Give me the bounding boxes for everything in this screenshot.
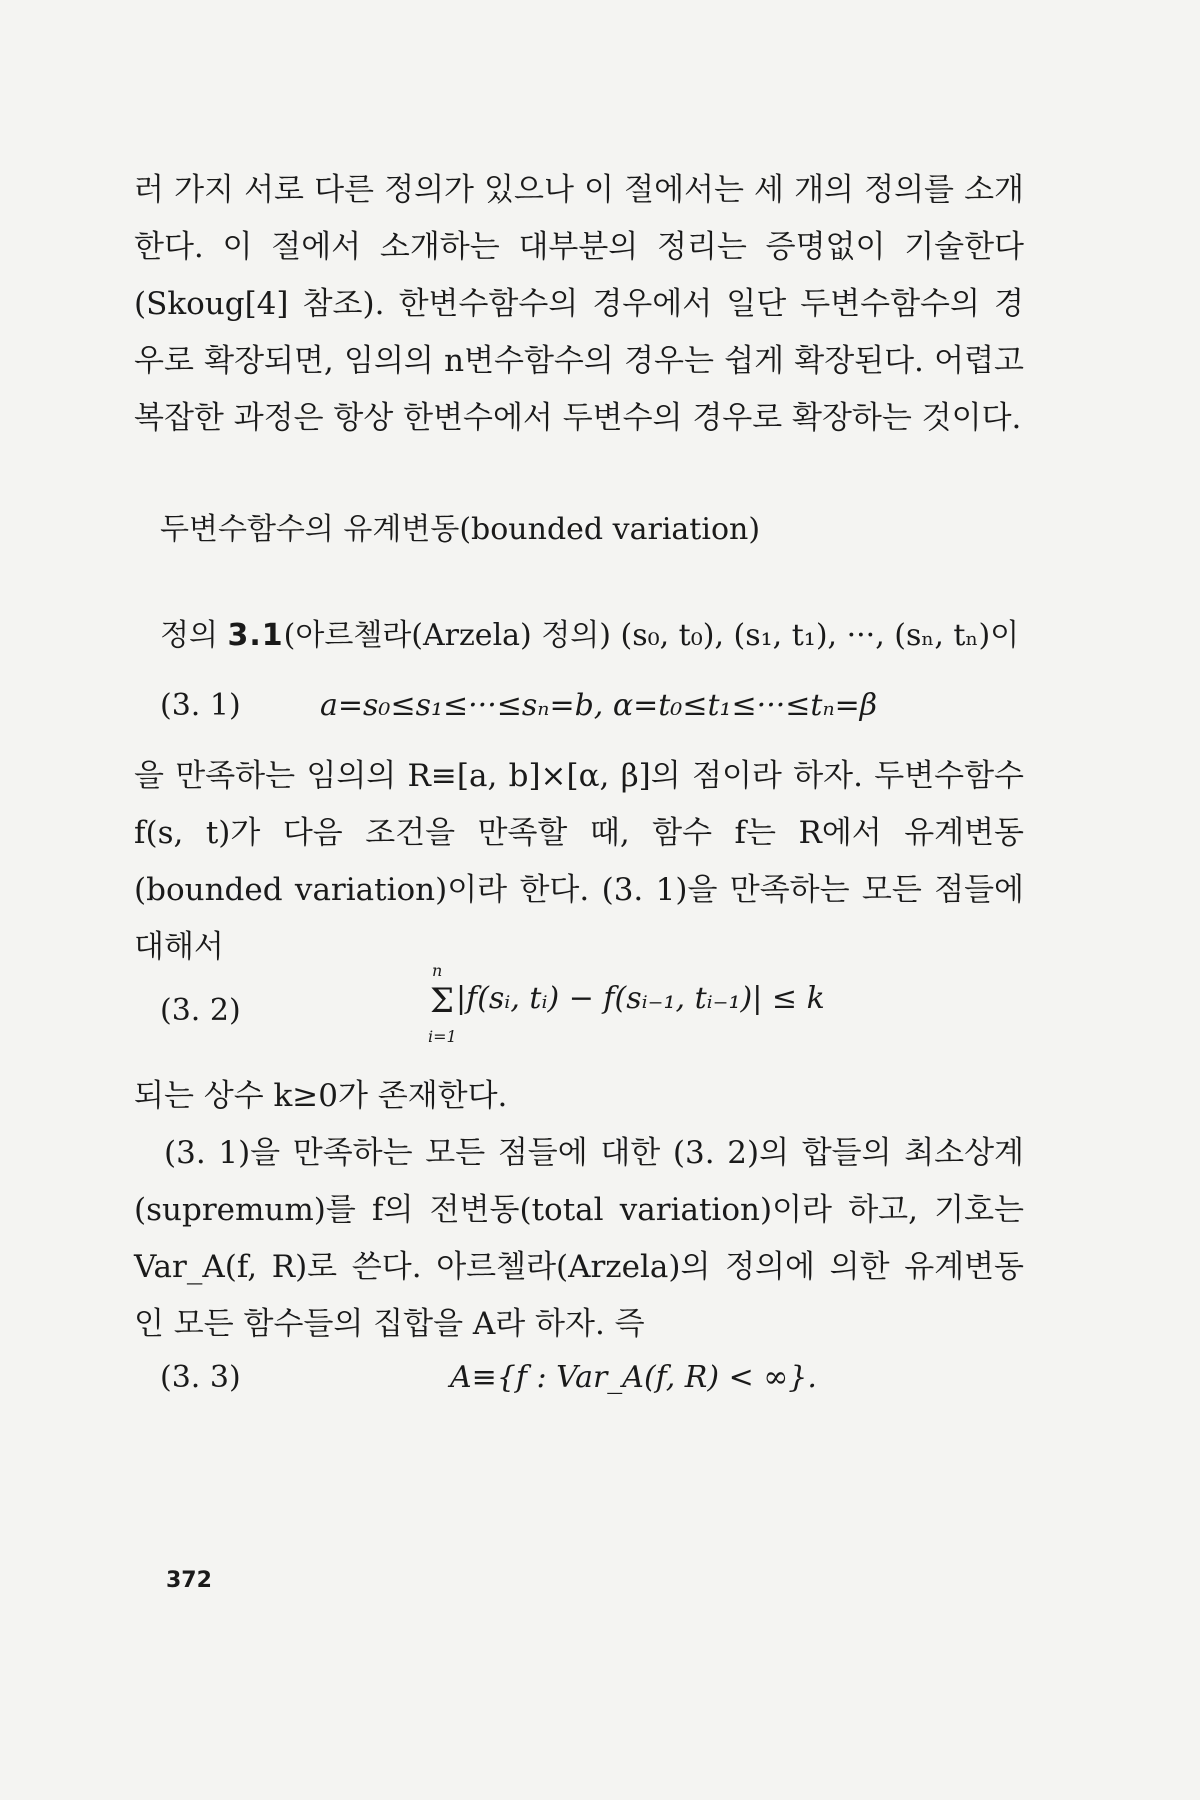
- equation-number: (3. 3): [160, 1360, 241, 1395]
- definition-paragraph: 을 만족하는 임의의 R≡[a, b]×[α, β]의 점이라 하자. 두변수함수 f(s, t)가 다음 조건을 만족할 때, 함수 f는 R에서 유계변동(bounded variation)이라 한다. (3. 1)을 만족하는 모든 점들에 대해서: [134, 758, 1024, 965]
- page-number: 372: [166, 1568, 212, 1593]
- section-heading: 두변수함수의 유계변동(bounded variation): [160, 512, 761, 547]
- equation-expression: A≡{f : Var_A(f, R) < ∞}.: [450, 1360, 817, 1395]
- definition-label: 정의: [160, 618, 218, 653]
- definition-text: (아르첼라(Arzela) 정의) (s₀, t₀), (s₁, t₁), ···, (sₙ, tₙ)이: [283, 618, 1020, 653]
- after-paragraph-line-1: 되는 상수 k≥0가 존재한다.: [134, 1078, 508, 1114]
- equation-number: (3. 2): [160, 993, 241, 1028]
- sum-upper-limit: n: [432, 961, 443, 980]
- equation-number: (3. 1): [160, 688, 241, 723]
- sigma-symbol: Σ n i=1: [428, 961, 457, 1046]
- intro-paragraph: 러 가지 서로 다른 정의가 있으나 이 절에서는 세 개의 정의를 소개한다. 이 절에서 소개하는 대부분의 정리는 증명없이 기술한다(Skoug[4] 참조). 한변수함수의 경우에서 일단 두변수함수의 경우로 확장되면, 임의의 n변수함수의 경우는 쉽게 확장된다. 어렵고 복잡한 과정은 항상 한변수에서 두변수의 경우로 확장하는 것이다.: [134, 172, 1024, 436]
- equation-expression: a=s₀≤s₁≤···≤sₙ=b, α=t₀≤t₁≤···≤tₙ=β: [320, 688, 878, 723]
- equation-3-3: [160, 1360, 1020, 1410]
- after-paragraph: [134, 1068, 1024, 1353]
- definition-3-1: [160, 616, 1019, 656]
- equation-3-2: [160, 961, 1020, 1065]
- summation: [428, 961, 825, 1046]
- sum-lower-limit: i=1: [428, 1027, 457, 1046]
- after-paragraph-body: (3. 1)을 만족하는 모든 점들에 대한 (3. 2)의 합들의 최소상계(supremum)를 f의 전변동(total variation)이라 하고, 기호는 Var_A(f, R)로 쓴다. 아르첼라(Arzela)의 정의에 의한 유계변동인 모든 함수들의 집합을 A라 하자. 즉: [134, 1135, 1024, 1342]
- equation-expression: |f(sᵢ, tᵢ) − f(sᵢ₋₁, tᵢ₋₁)| ≤ k: [456, 981, 825, 1016]
- definition-number: 3.1: [227, 618, 284, 653]
- equation-3-1: [160, 688, 1020, 738]
